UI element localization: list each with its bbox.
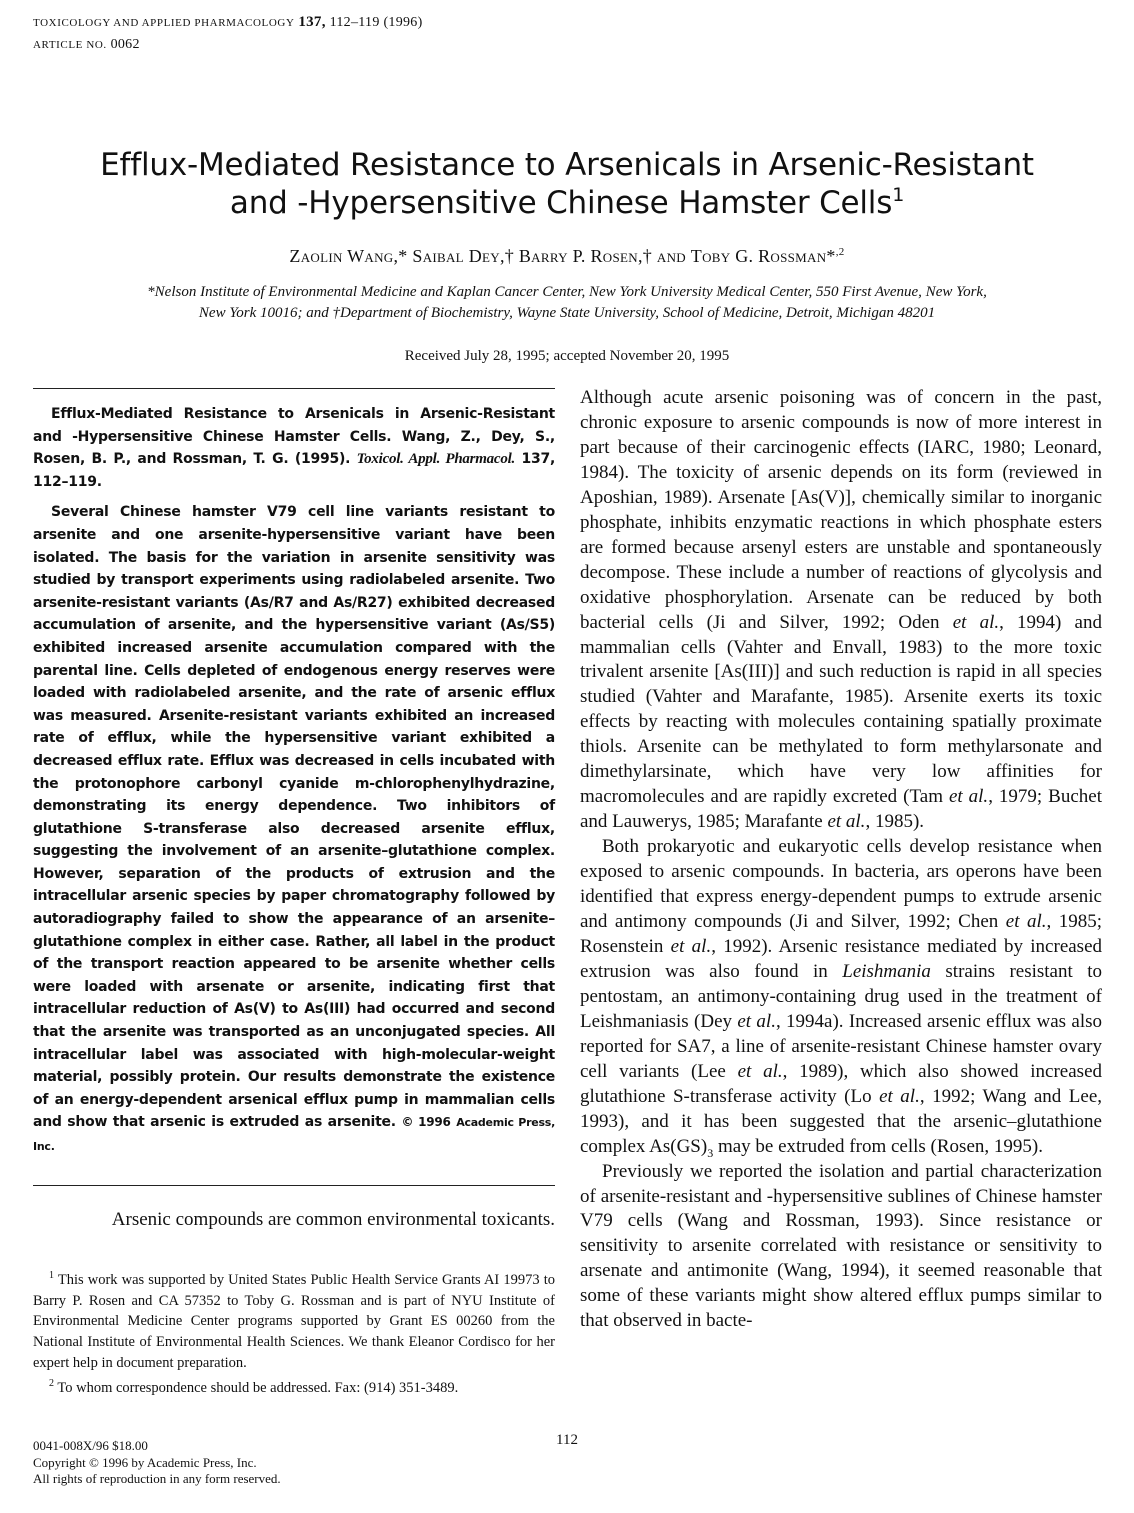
- footnote-2: [33, 1374, 555, 1399]
- et-al-1: et al.: [952, 611, 1000, 633]
- abstract-publisher: Academic Press, Inc.: [33, 1116, 556, 1153]
- subscript-3: 3: [707, 1145, 714, 1160]
- footnotes: [33, 1266, 555, 1398]
- author-2: Saibal Dey,: [412, 246, 505, 266]
- body-paragraph-1: [580, 386, 1102, 835]
- body-paragraph-3: Previously we reported the isolation and partial characterization of arsenite-resistant and -hypersensitive sublines of Chinese hamster V79 cells (Wang and Rossman, 1993). Since resistance or sensitivity to arsenite correlated with resistance or sensitivity to arsenate and antimonite (Wang, 1994), it seemed reasonable that some of these variants might show altered efflux pumps similar to that observed in bacte-: [580, 1160, 1102, 1332]
- author-3: Barry P. Rosen,: [518, 246, 643, 266]
- p2-text-g: , 1992; Wang and Lee, 1993), and it has been suggested that the arsenic–glutathione complex As(GS): [580, 1085, 1103, 1157]
- et-al-6: et al.: [737, 1010, 776, 1032]
- journal-pages-year: 112–119 (1996): [329, 15, 423, 30]
- author-4-footnote-mark: ,2: [835, 246, 845, 258]
- copyright-line-2: Copyright © 1996 by Academic Press, Inc.: [33, 1454, 257, 1470]
- author-4-mark: *: [826, 246, 836, 266]
- abstract-citation-pages: 112–119.: [33, 473, 102, 490]
- article-title: [40, 146, 1094, 222]
- abstract-top-rule: [33, 388, 555, 389]
- abstract-body-text: Several Chinese hamster V79 cell line variants resistant to arsenite and one arsenite-hypersensitive variant have been isolated. The basis for the variation in arsenite sensitivity was studied by transport experiments using radiolabeled arsenite. Two arsenite-resistant variants (As/R7 and As/R27) exhibited decreased accumulation of arsenite, and the hypersensitive variant (As/S5) exhibited increased arsenite accumulation compared with the parental line. Cells depleted of endogenous energy reserves were loaded with radiolabeled arsenite, and the rate of arsenic efflux was measured. Arsenite-resistant variants exhibited an increased rate of efflux, while the hypersensitive variant exhibited a decreased efflux rate. Efflux was decreased in cells incubated with the protonophore carbonyl cyanide m-chlorophenylhydrazine, demonstrating its energy dependence. Two inhibitors of glutathione S-transferase also decreased arsenite efflux, suggesting the involvement of an arsenite–glutathione complex. However, separation of the products of extrusion and the intracellular arsenic species by paper chromatography followed by autoradiography failed to show the appearance of an arsenite–glutathione complex in either case. Rather, all label in the product of the transport reaction appeared to be arsenite whether cells were loaded with arsenate or arsenite, indicating first that intracellular reduction of As(V) to As(III) had occurred and second that the arsenite was transported as an unconjugated species. All intracellular label was associated with high-molecular-weight material, possibly protein. Our results demonstrate the existence of an energy-dependent arsenical efflux pump in mammalian cells and show that arsenic is extruded as arsenite.: [33, 504, 555, 1131]
- p1-text-d: , 1985).: [865, 811, 925, 833]
- p1-text-a: Although acute arsenic poisoning was of concern in the past, chronic exposure to arsenic compounds is now of more interest in part because of their carcinogenic effects (IARC, 1980; Leonard, 1984). The toxicity of arsenic depends on its form (reviewed in Aposhian, 1989). Arsenate [As(V)], chemically similar to inorganic phosphate, inhibits enzymatic reactions in which phosphate esters are formed because arsenyl esters are unstable and spontaneously decompose. These include a number of reactions of glycolysis and oxidative phosphorylation. Arsenate can be reduced by both bacterial cells (Ji and Silver, 1992; Oden: [580, 387, 1102, 633]
- abstract-citation-journal: Toxicol. Appl. Pharmacol.: [356, 451, 516, 468]
- p2-text-h: may be extruded from cells (Rosen, 1995).: [717, 1135, 1043, 1157]
- abstract-citation-volume: 137,: [521, 451, 556, 468]
- author-2-mark: †: [504, 246, 515, 266]
- title-line-1: Efflux-Mediated Resistance to Arsenicals in Arsenic-Resistant: [100, 147, 1034, 183]
- article-number: 0062: [110, 37, 140, 52]
- copyright-block: [33, 1438, 281, 1488]
- affiliation-line-2: New York 10016; and †Department of Biochemistry, Wayne State University, School of Medicine, Detroit, Michigan 48201: [198, 305, 936, 321]
- leishmania-term: Leishmania: [842, 960, 931, 982]
- abstract-citation-title: Efflux-Mediated Resistance to Arsenicals in Arsenic-Resistant and -Hypersensitive Chinese Hamster Cells.: [33, 406, 555, 445]
- affiliations: [58, 282, 1076, 324]
- et-al-7: et al.: [737, 1060, 783, 1082]
- running-head-line1: [33, 12, 423, 34]
- et-al-4: et al.: [1005, 911, 1047, 933]
- abstract-bottom-rule: [33, 1185, 555, 1186]
- footnote-2-mark: 2: [49, 1377, 54, 1389]
- footnote-1-mark: 1: [49, 1270, 54, 1281]
- author-4: Toby G. Rossman: [690, 246, 827, 266]
- introduction-start: Arsenic compounds are common environmental toxicants.: [111, 1209, 555, 1230]
- p2-text-f: , 1989), which also showed increased glutathione S-transferase activity (Lo: [580, 1060, 1103, 1107]
- footnote-1: [33, 1266, 555, 1374]
- abstract: [33, 403, 555, 1167]
- abstract-copyright: © 1996: [401, 1115, 451, 1130]
- copyright-line-3: All rights of reproduction in any form reserved.: [33, 1471, 281, 1486]
- title-line-2-text: and -Hypersensitive Chinese Hamster Cells: [229, 185, 893, 221]
- received-dates: Received July 28, 1995; accepted November 20, 1995: [404, 348, 730, 364]
- journal-name: TOXICOLOGY AND APPLIED PHARMACOLOGY: [33, 17, 295, 29]
- right-column-body: [580, 386, 1102, 1334]
- copyright-line-1: 0041-008X/96 $18.00: [33, 1438, 148, 1453]
- journal-volume: 137,: [298, 14, 326, 30]
- footnote-2-text: To whom correspondence should be addressed. Fax: (914) 351-3489.: [57, 1379, 459, 1396]
- et-al-8: et al.: [879, 1085, 920, 1107]
- p2-text-b: , 1985; Rosenstein: [580, 911, 1102, 957]
- author-conjunction: and: [656, 246, 686, 266]
- abstract-citation-authors: Wang, Z., Dey, S., Rosen, B. P., and Rossman, T. G. (1995).: [33, 428, 555, 468]
- running-head-line2: [33, 34, 423, 56]
- article-label: ARTICLE NO.: [33, 39, 107, 51]
- page-number: 112: [556, 1432, 578, 1448]
- running-head: [33, 12, 423, 56]
- p1-text-b: , 1994) and mammalian cells (Vahter and Envall, 1983) to the more toxic trivalent arsenite [As(III)] and such reduction is rapid in all species studied (Vahter and Marafante, 1985). Arsenite exerts its toxic effects by reacting with molecules containing spatially proximate thiols. Arsenite can be methylated to form methylarsonate and dimethylarsinate, which have very low affinities for macromolecules and are rapidly excreted (Tam: [580, 611, 1102, 808]
- author-list: [40, 246, 1094, 267]
- p2-text-c: , 1992). Arsenic resistance mediated by increased extrusion was also found in: [580, 935, 1103, 982]
- body-paragraph-2: [580, 835, 1102, 1159]
- footnote-1-text: This work was supported by United States Public Health Service Grants AI 19973 to Barry P. Rosen and CA 57352 to Toby G. Rossman and is part of NYU Institute of Environmental Medicine Center programs supported by Grant ES 00260 from the National Institute of Environmental Health Sciences. We thank Eleanor Cordisco for her expert help in document preparation.: [33, 1271, 555, 1372]
- p2-text-d: strains resistant to pentostam, an antimony-containing drug used in the treatment of Leishmaniasis (Dey: [580, 960, 1102, 1032]
- title-line-2: [40, 184, 1094, 222]
- author-1: Zaolin Wang,: [289, 246, 399, 266]
- et-al-5: et al.: [670, 935, 712, 957]
- affiliation-line-1: *Nelson Institute of Environmental Medicine and Kaplan Cancer Center, New York University Medical Center, 550 First Avenue, New York,: [147, 284, 987, 300]
- et-al-2: et al.: [948, 786, 989, 808]
- author-3-mark: †: [642, 246, 653, 266]
- author-1-mark: *: [398, 246, 408, 266]
- title-footnote-mark: 1: [892, 184, 905, 206]
- p2-text-a: Both prokaryotic and eukaryotic cells develop resistance when exposed to arsenic compounds. In bacteria, ars operons have been identified that express energy-dependent pumps to extrude arsenic and antimony compounds (Ji and Silver, 1992; Chen: [580, 836, 1102, 933]
- et-al-3: et al.: [827, 811, 866, 833]
- p2-text-e: , 1994a). Increased arsenic efflux was also reported for SA7, a line of arsenite-resistant Chinese hamster ovary cell variants (Lee: [580, 1010, 1102, 1082]
- abstract-citation: [33, 403, 555, 493]
- p1-text-c: , 1979; Buchet and Lauwerys, 1985; Marafante: [580, 786, 1102, 833]
- abstract-body: [33, 501, 555, 1158]
